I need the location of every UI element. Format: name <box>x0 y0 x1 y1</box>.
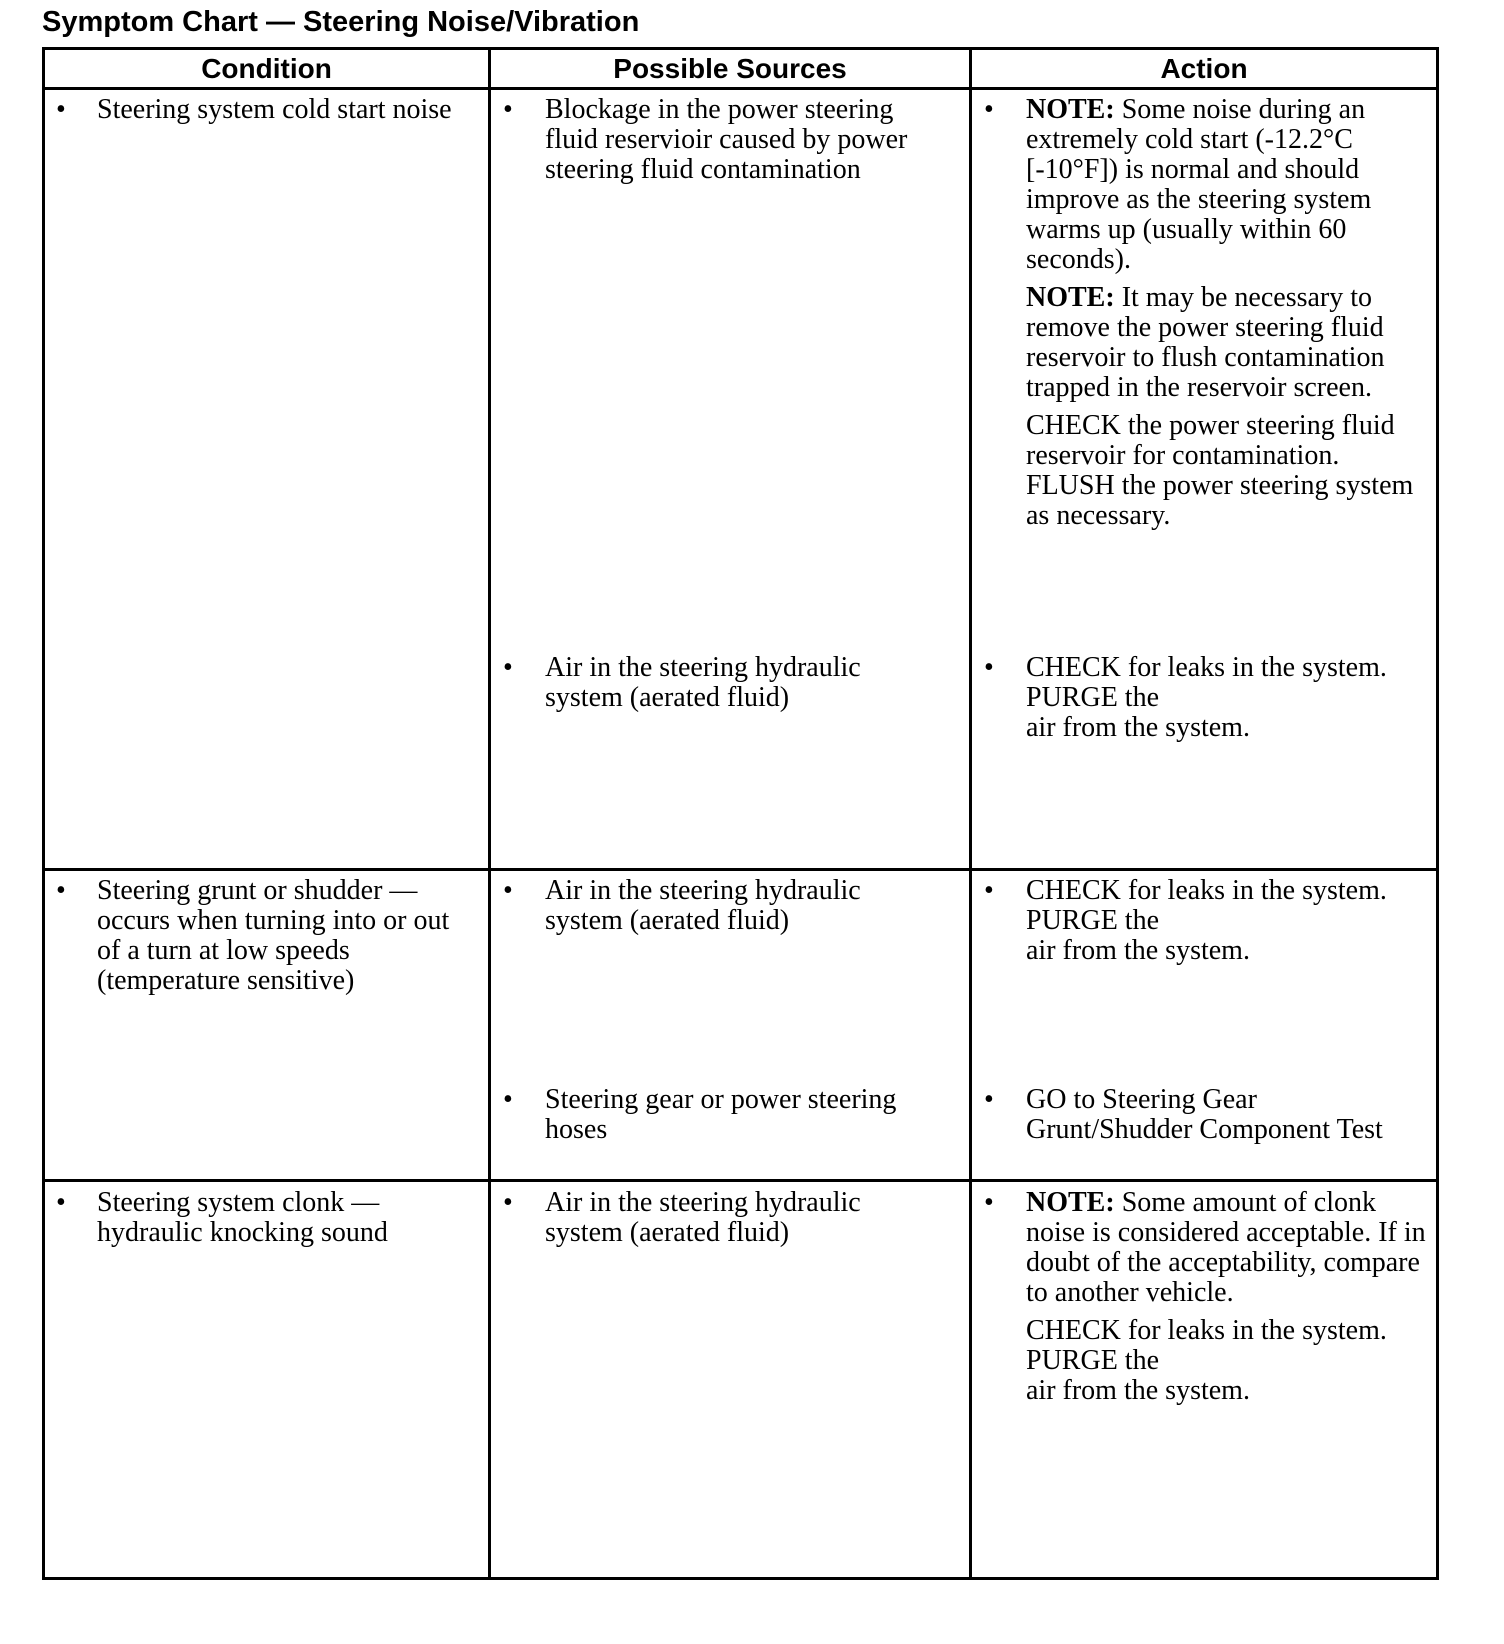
bullet-icon: • <box>503 94 513 125</box>
condition-cell: Steering grunt or shudder — occurs when turning into or out of a turn at low speeds (temperature sensitive) <box>97 875 450 996</box>
action-line: PURGE the <box>1026 1345 1159 1376</box>
action-line: CHECK for leaks in the system. <box>1026 875 1387 906</box>
instruction-paragraph <box>1026 1316 1426 1406</box>
header-condition: Condition <box>201 53 332 84</box>
note-paragraph <box>1026 1188 1426 1308</box>
action-cell <box>1026 1188 1426 1406</box>
bullet-icon: • <box>56 875 66 906</box>
action-cell <box>1026 95 1426 531</box>
note-text: It may be necessary to remove the power steering fluid reservoir to flush contamination trapped in the reservoir screen. <box>1026 282 1385 403</box>
bullet-icon: • <box>503 1187 513 1218</box>
note-text: Some noise during an extremely cold start (-12.2°C [-10°F]) is normal and should improve as the steering system warms up (usually within 60 seconds). <box>1026 94 1372 275</box>
source-cell: Steering gear or power steering hoses <box>545 1084 897 1145</box>
bullet-icon: • <box>984 1187 994 1218</box>
note-text: Some amount of clonk noise is considered acceptable. If in doubt of the acceptability, compare to another vehicle. <box>1026 1187 1426 1308</box>
note-paragraph <box>1026 95 1426 275</box>
column-divider-2 <box>969 47 972 1580</box>
bullet-icon: • <box>984 94 994 125</box>
source-cell: Air in the steering hydraulic system (aerated fluid) <box>545 652 861 713</box>
header-possible-sources: Possible Sources <box>613 53 847 84</box>
action-line: air from the system. <box>1026 1375 1250 1406</box>
action-line: air from the system. <box>1026 712 1250 743</box>
source-cell: Air in the steering hydraulic system (aerated fluid) <box>545 875 861 936</box>
page-title: Symptom Chart — Steering Noise/Vibration <box>42 6 640 38</box>
action-line: air from the system. <box>1026 935 1250 966</box>
action-cell <box>1026 653 1426 743</box>
bullet-icon: • <box>503 1084 513 1115</box>
action-line: CHECK for leaks in the system. <box>1026 1315 1387 1346</box>
note-label: NOTE: <box>1026 94 1115 125</box>
bullet-icon: • <box>56 1187 66 1218</box>
row-divider-2 <box>42 1179 1439 1182</box>
source-cell: Air in the steering hydraulic system (aerated fluid) <box>545 1187 861 1248</box>
action-line: PURGE the <box>1026 682 1159 713</box>
instruction-paragraph: CHECK the power steering fluid reservoir for contamination. FLUSH the power steering system as necessary. <box>1026 410 1414 531</box>
action-cell: GO to Steering Gear Grunt/Shudder Component Test <box>1026 1084 1383 1145</box>
bullet-icon: • <box>984 875 994 906</box>
source-cell: Blockage in the power steering fluid reservioir caused by power steering fluid contamination <box>545 94 908 185</box>
note-label: NOTE: <box>1026 282 1115 313</box>
condition-cell: Steering system cold start noise <box>97 94 452 125</box>
bullet-icon: • <box>503 875 513 906</box>
header-action: Action <box>1160 53 1248 84</box>
row-divider-1 <box>42 868 1439 871</box>
bullet-icon: • <box>503 652 513 683</box>
action-cell <box>1026 876 1426 966</box>
bullet-icon: • <box>984 1084 994 1115</box>
bullet-icon: • <box>984 652 994 683</box>
action-line: PURGE the <box>1026 905 1159 936</box>
bullet-icon: • <box>56 94 66 125</box>
note-paragraph <box>1026 283 1426 403</box>
action-line: CHECK for leaks in the system. <box>1026 652 1387 683</box>
note-label: NOTE: <box>1026 1187 1115 1218</box>
condition-cell: Steering system clonk — hydraulic knocking sound <box>97 1187 388 1248</box>
column-divider-1 <box>488 47 491 1580</box>
